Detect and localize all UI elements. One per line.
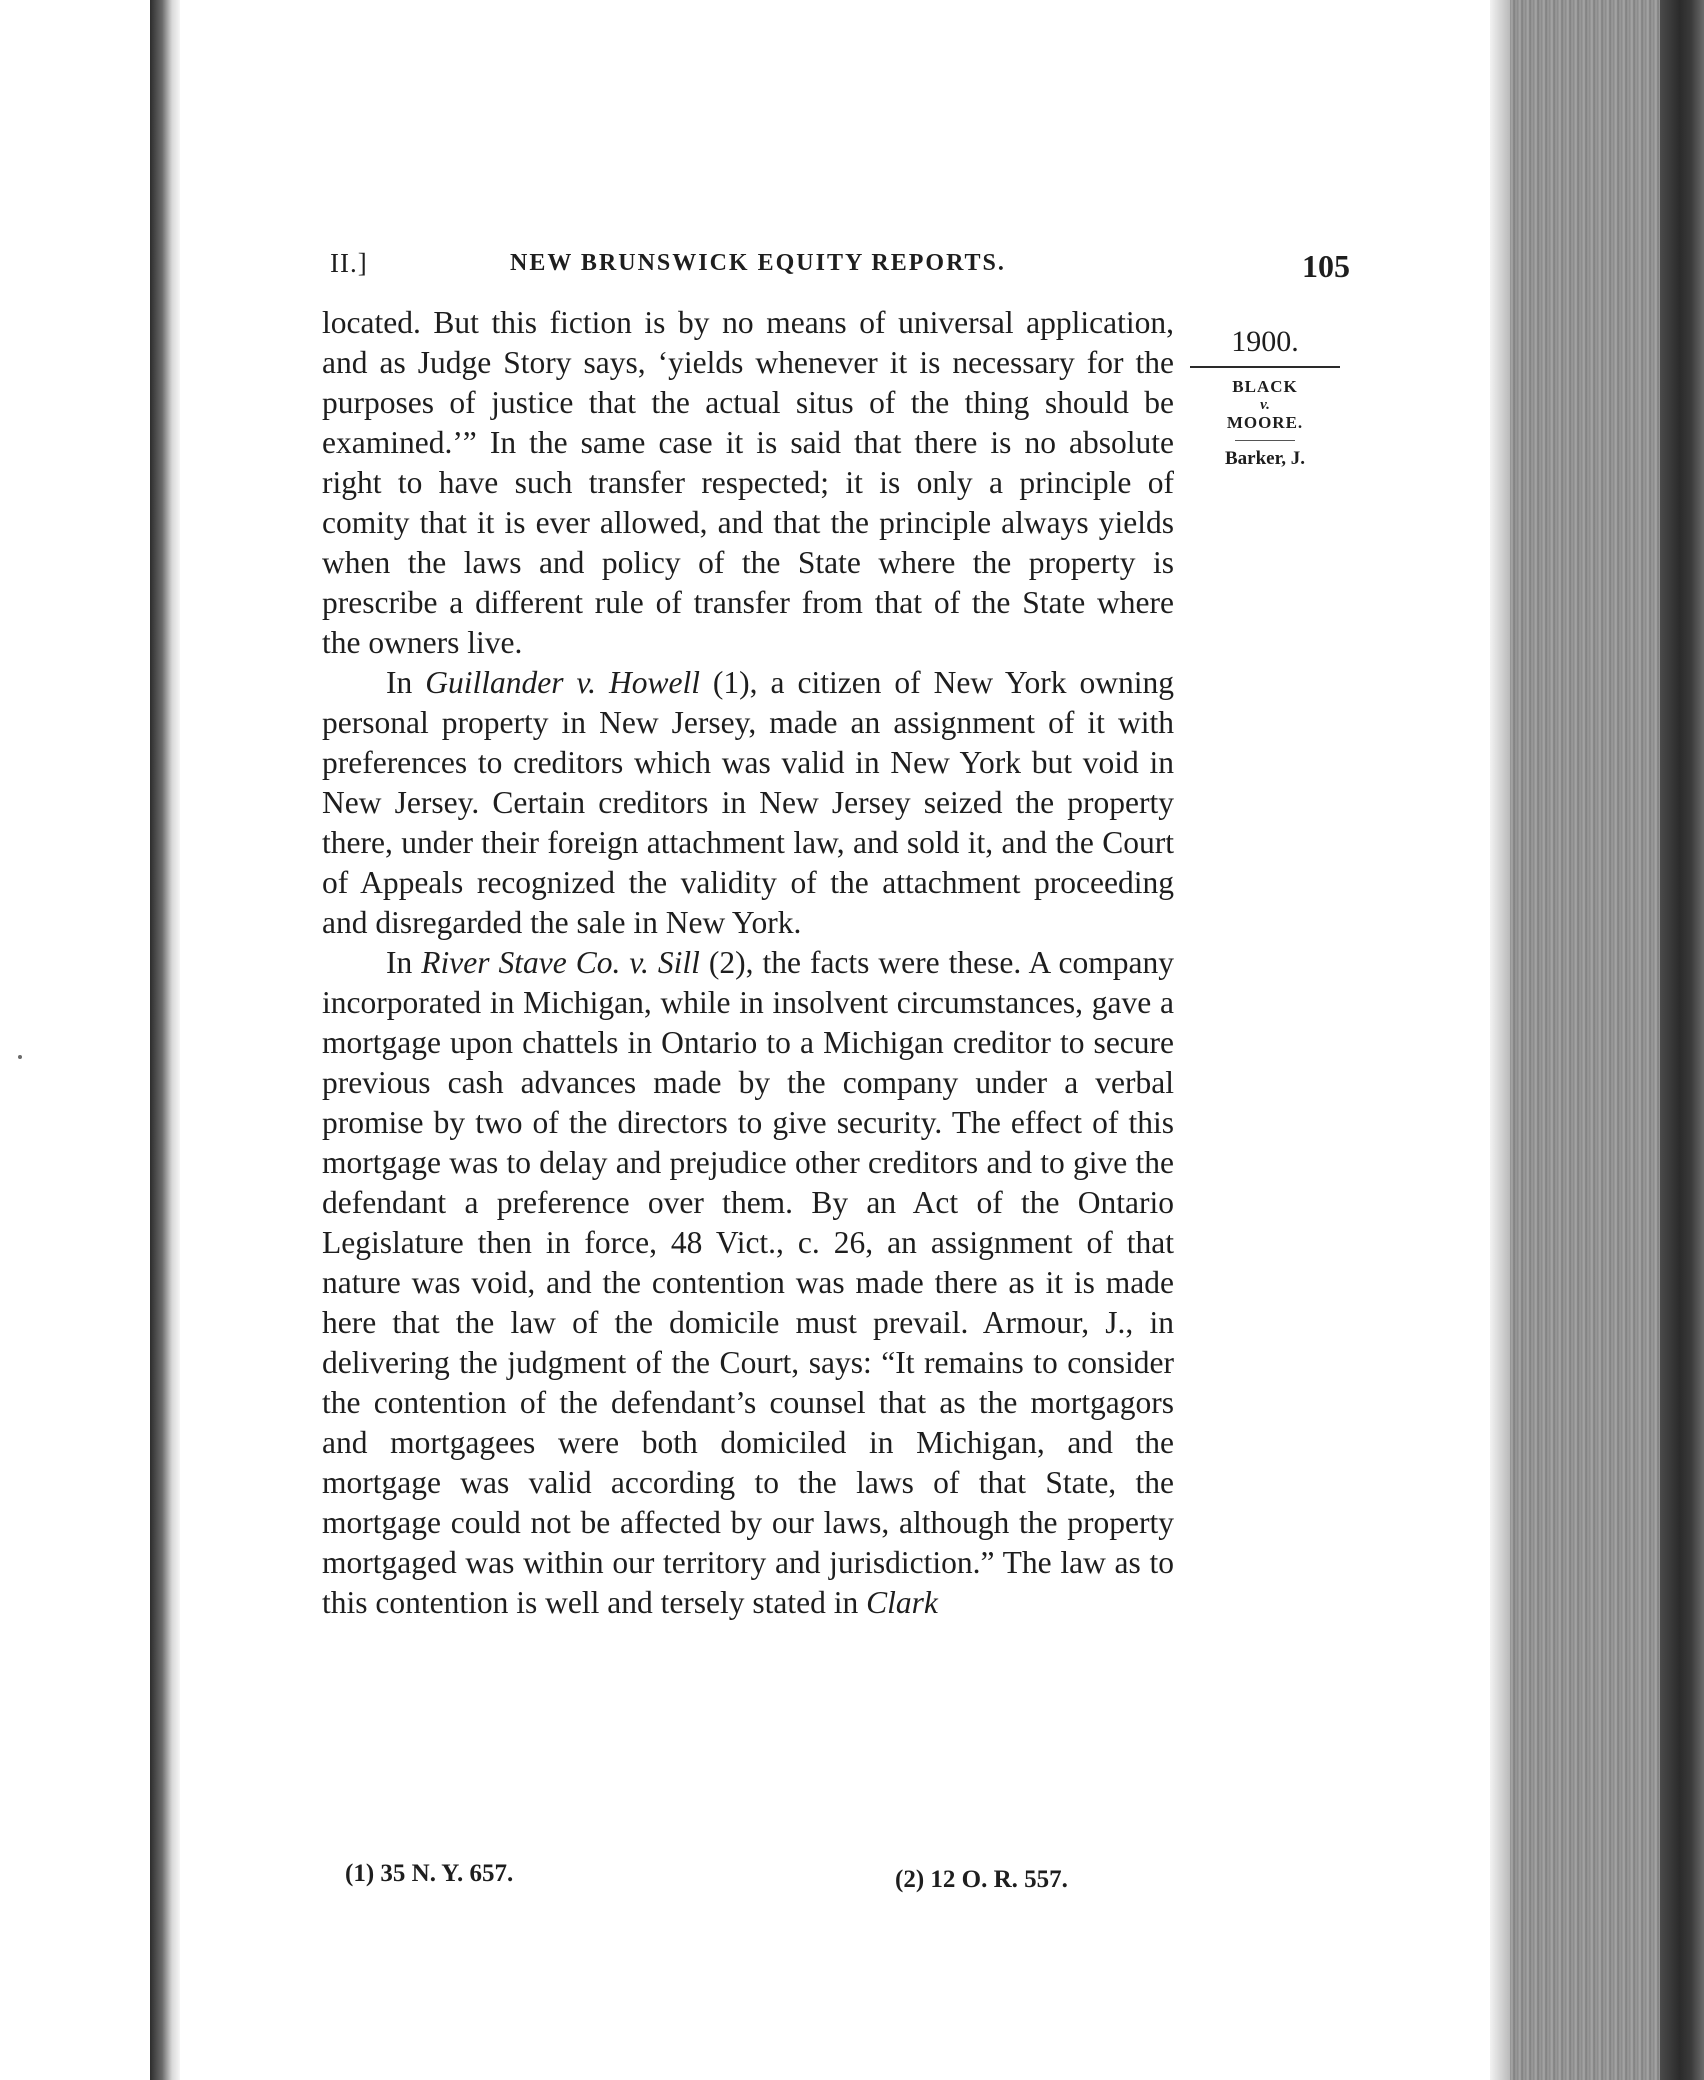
gutter-fade	[172, 0, 180, 2080]
p2-prefix: In	[386, 665, 426, 700]
p2-text: (1), a citizen of New York owning personal property in New Jersey, made an assignment of it with preferences to creditors which was valid in New York but void in New Jersey. Certain creditors in New Jersey seized the property there, under their foreign attachment law, and sold it, and the Court of Appeals recognized the validity of the attachment proceeding and disregarded the sale in New York.	[322, 665, 1174, 940]
case-name-clark: Clark	[866, 1585, 938, 1620]
paragraph-2	[322, 663, 1174, 943]
margin-rule	[1190, 366, 1340, 368]
paragraph-1: located. But this fiction is by no means of universal application, and as Judge Story says, ‘yields whenever it is necessary for the purposes of justice that the actual situs of the thing should be examined.’” In the same case it is said that there is no absolute right to have such transfer respected; it is only a principle of comity that it is ever allowed, and that the principle always yields when the laws and policy of the State where the property is prescribe a different rule of transfer from that of the State where the owners live.	[322, 305, 1174, 660]
left-page-gutter	[150, 0, 172, 2080]
margin-party-2: MOORE.	[1226, 413, 1304, 432]
book-cover-edge	[1660, 0, 1704, 2080]
paragraph-3	[322, 943, 1174, 1623]
margin-note	[1190, 322, 1340, 471]
running-title: NEW BRUNSWICK EQUITY REPORTS.	[510, 250, 1006, 276]
volume-marker: II.]	[330, 248, 368, 278]
footnote-1: (1) 35 N. Y. 657.	[345, 1860, 514, 1887]
case-name-river-stave: River Stave Co. v. Sill	[421, 945, 700, 980]
margin-party-1: BLACK	[1232, 377, 1298, 396]
margin-short-rule	[1235, 440, 1295, 441]
page-edge-shadow	[1490, 0, 1512, 2080]
page-number: 105	[1302, 248, 1350, 284]
margin-judge: Barker, J.	[1224, 448, 1306, 469]
case-name-guillander: Guillander v. Howell	[425, 665, 700, 700]
footnotes	[345, 1860, 1145, 1900]
body-text	[322, 303, 1174, 1623]
margin-year: 1900.	[1231, 325, 1299, 358]
footnote-2: (2) 12 O. R. 557.	[895, 1866, 1068, 1893]
running-header	[330, 248, 1350, 288]
p3-prefix: In	[386, 945, 422, 980]
scan-speck	[18, 1055, 22, 1059]
margin-case-v: v.	[1260, 397, 1270, 413]
p3-text: (2), the facts were these. A company incorporated in Michigan, while in insolvent circumstances, gave a mortgage upon chattels in Ontario to a Michigan creditor to secure previous cash advances made by the company under a verbal promise by two of the directors to give security. The effect of this mortgage was to delay and prejudice other creditors and to give the defendant a preference over them. By an Act of the Ontario Legislature then in force, 48 Vict., c. 26, an assignment of that nature was void, and the contention was made there as it is made here that the law of the domicile must prevail. Armour, J., in delivering the judgment of the Court, says: “It remains to consider the contention of the defendant’s counsel that as the mortgagors and mortgagees were both domiciled in Michigan, and the mortgage was valid according to the laws of that State, the mortgage could not be affected by our laws, although the property mortgaged was within our territory and jurisdiction.” The law as to this contention is well and tersely stated in	[322, 945, 1174, 1620]
